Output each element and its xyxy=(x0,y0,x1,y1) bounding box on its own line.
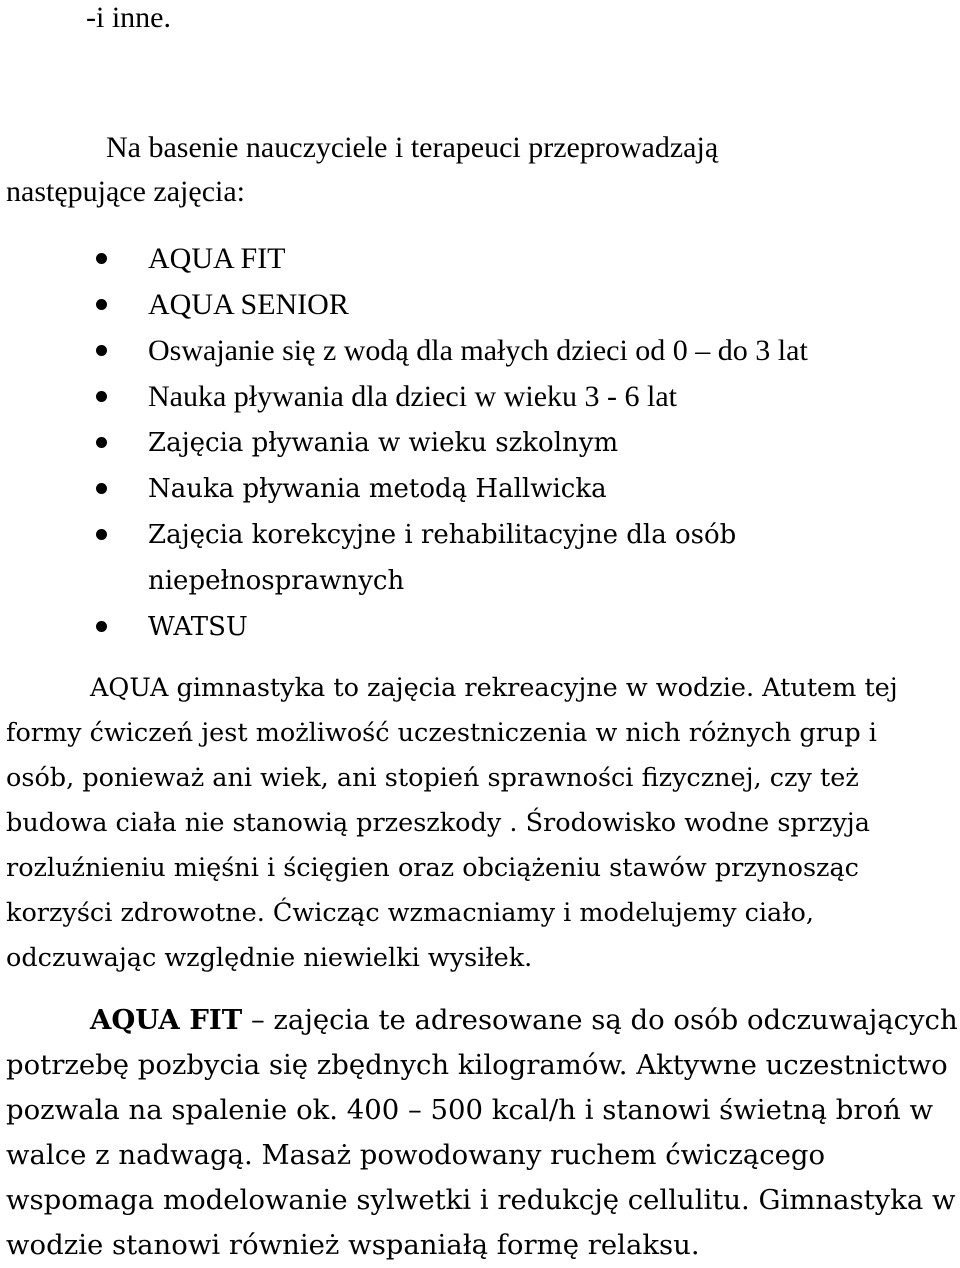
top-fragment-text: -i inne. xyxy=(86,1,171,34)
list-item-label: AQUA FIT xyxy=(148,242,286,275)
list-item-label: Nauka pływania dla dzieci w wieku 3 - 6 lat xyxy=(148,380,677,413)
aqua-fit-first-line: – zajęcia te adresowane są do osób odczuwających xyxy=(242,1004,958,1036)
bullet-icon xyxy=(96,483,107,494)
paragraph-line: formy ćwiczeń jest możliwość uczestniczenia w nich różnych grup i xyxy=(6,718,877,748)
activities-list xyxy=(96,236,808,650)
paragraph-line: korzyści zdrowotne. Ćwicząc wzmacniamy i modelujemy ciało, xyxy=(6,898,814,928)
intro-paragraph xyxy=(6,126,946,214)
list-item xyxy=(96,374,808,420)
list-item-continuation xyxy=(96,558,808,604)
bullet-icon xyxy=(96,345,107,356)
bullet-icon xyxy=(96,299,107,310)
list-item-label: Nauka pływania metodą Hallwicka xyxy=(148,474,607,504)
paragraph-line: AQUA gimnastyka to zajęcia rekreacyjne w wodzie. Atutem tej xyxy=(90,673,898,703)
list-item xyxy=(96,282,808,328)
list-item-label: Zajęcia korekcyjne i rehabilitacyjne dla osób xyxy=(148,520,737,550)
paragraph-line: budowa ciała nie stanowią przeszkody . Środowisko wodne sprzyja xyxy=(6,808,870,838)
paragraph-line: pozwala na spalenie ok. 400 – 500 kcal/h i stanowi świetną broń w xyxy=(6,1094,934,1126)
paragraph-line: osób, ponieważ ani wiek, ani stopień sprawności fizycznej, czy też xyxy=(6,763,859,793)
bullet-icon xyxy=(96,391,107,402)
paragraph-line: odczuwając względnie niewielki wysiłek. xyxy=(6,943,533,973)
paragraph-line: wspomaga modelowanie sylwetki i redukcję cellulitu. Gimnastyka w xyxy=(6,1184,956,1216)
list-item-label: WATSU xyxy=(148,612,248,642)
aqua-fit-heading: AQUA FIT xyxy=(90,1004,243,1036)
list-item xyxy=(96,604,808,650)
list-item-label: AQUA SENIOR xyxy=(148,288,349,321)
paragraph-line: wodzie stanowi również wspaniałą formę relaksu. xyxy=(6,1229,700,1261)
list-item-label: Zajęcia pływania w wieku szkolnym xyxy=(148,428,619,458)
list-item xyxy=(96,420,808,466)
list-item xyxy=(96,328,808,374)
aqua-fit-paragraph xyxy=(6,998,958,1268)
intro-line-2: następujące zajęcia: xyxy=(6,175,246,208)
paragraph-line xyxy=(6,998,958,1043)
paragraph-line: walce z nadwagą. Masaż powodowany ruchem ćwiczącego xyxy=(6,1139,826,1171)
bullet-icon xyxy=(96,253,107,264)
intro-line-1: Na basenie nauczyciele i terapeuci przeprowadzają xyxy=(106,131,719,164)
bullet-icon xyxy=(96,529,107,540)
list-item xyxy=(96,512,808,558)
paragraph-line: potrzebę pozbycia się zbędnych kilogramów. Aktywne uczestnictwo xyxy=(6,1049,948,1081)
list-item xyxy=(96,466,808,512)
paragraph-line: rozluźnieniu mięśni i ścięgien oraz obciążeniu stawów przynosząc xyxy=(6,853,859,883)
list-item xyxy=(96,236,808,282)
aqua-gym-paragraph xyxy=(6,666,958,981)
list-item-label: Oswajanie się z wodą dla małych dzieci od 0 – do 3 lat xyxy=(148,334,808,367)
bullet-icon xyxy=(96,437,107,448)
bullet-icon xyxy=(96,621,107,632)
list-item-label: niepełnosprawnych xyxy=(148,566,405,596)
